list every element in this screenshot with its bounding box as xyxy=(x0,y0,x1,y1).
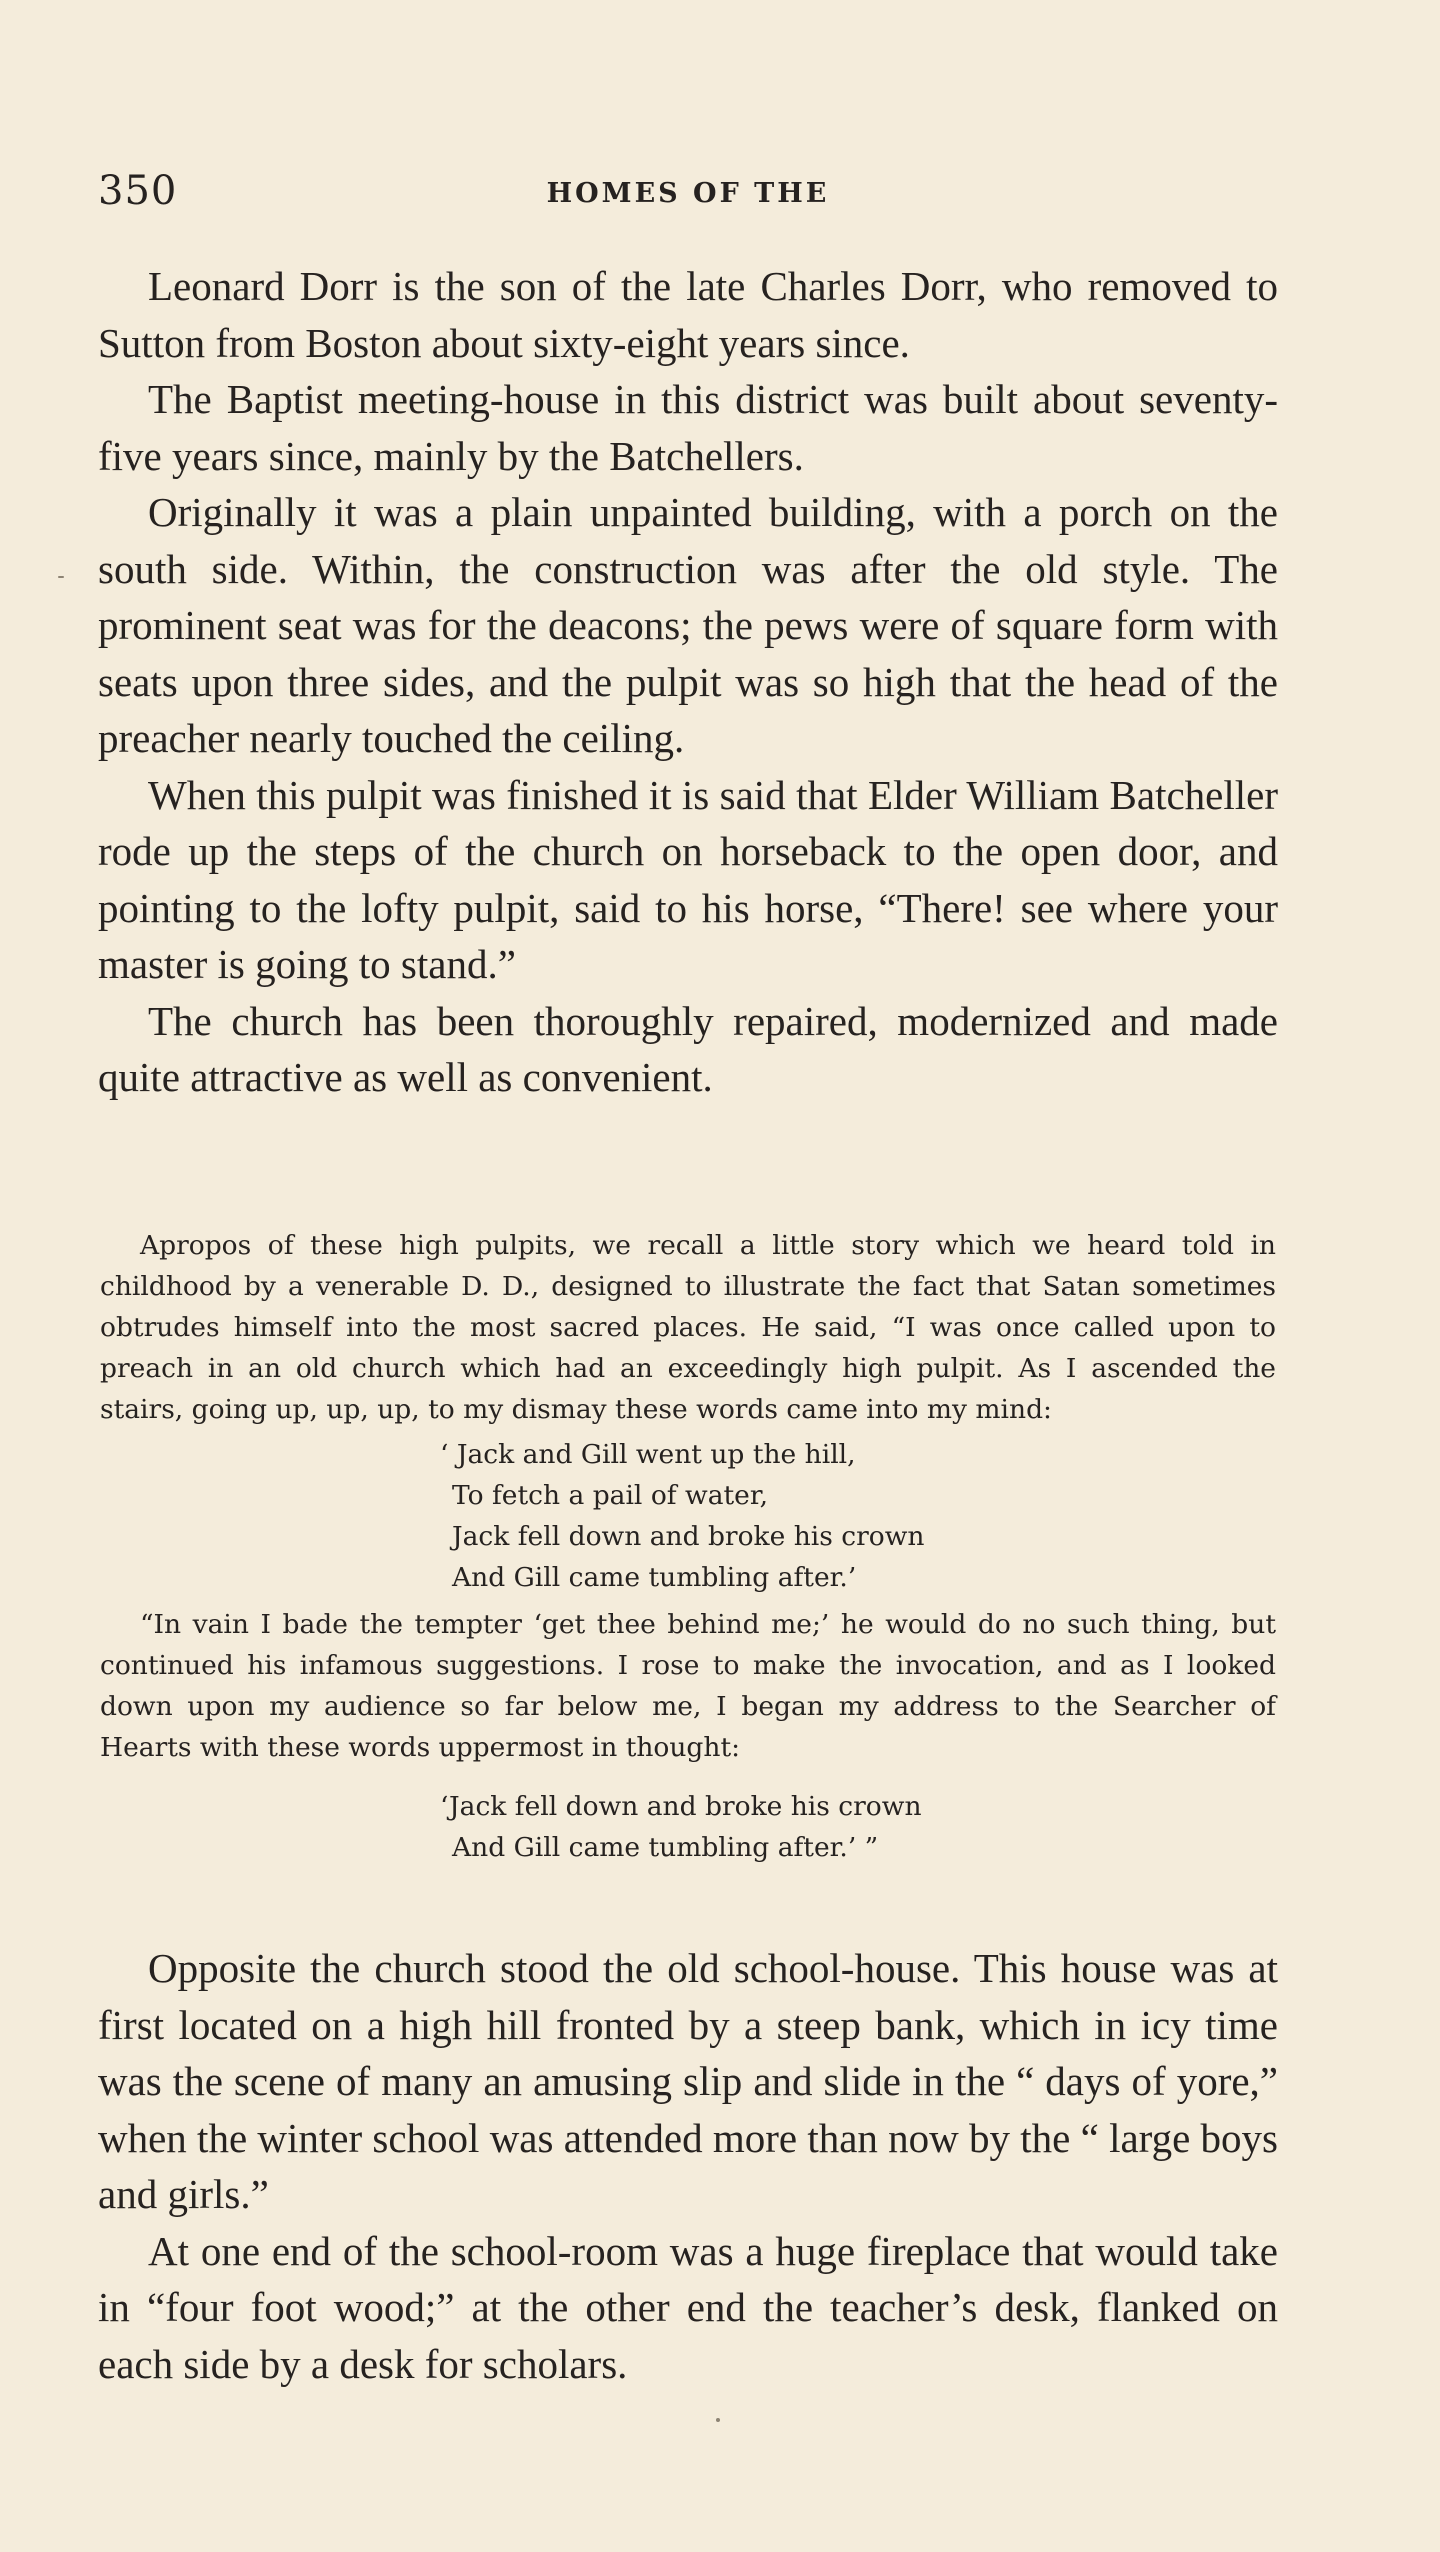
verse-block xyxy=(440,1434,1276,1598)
main-text-top xyxy=(98,258,1278,1106)
note-continuation: “In vain I bade the tempter ‘get thee behind me;’ he would do no such thing, but continued his infamous suggestions. I rose to make the invocation, and as I looked down upon my audience so far below me, I began my address to the Searcher of Hearts with these words uppermost in thought: xyxy=(100,1609,1276,1763)
page-header xyxy=(98,168,1278,218)
verse-line: ‘Jack fell down and broke his crown xyxy=(440,1791,922,1822)
verse-line: And Gill came tumbling after.’ xyxy=(452,1562,857,1593)
paragraph: Leonard Dorr is the son of the late Charles Dorr, who removed to Sutton from Boston about sixty-eight years since. xyxy=(98,263,1278,366)
verse-block xyxy=(440,1786,1276,1868)
page-number: 350 xyxy=(98,168,178,214)
paragraph: Opposite the church stood the old school-house. This house was at first located on a high hill fronted by a steep bank, which in icy time was the scene of many an amusing slip and slide in the “ days of yore,” when the winter school was attended more than now by the “ large boys and girls.” xyxy=(98,1945,1278,2217)
paragraph: The Baptist meeting-house in this district was built about seventy-five years since, mainly by the Batchellers. xyxy=(98,376,1278,479)
paragraph: Originally it was a plain unpainted building, with a porch on the south side. Within, the construction was after the old style. The prominent seat was for the deacons; the pews were of square form with seats upon three sides, and the pulpit was so high that the head of the preacher nearly touched the ceiling. xyxy=(98,489,1278,761)
note-intro: Apropos of these high pulpits, we recall a little story which we heard told in childhood by a venerable D. D., designed to illustrate the fact that Satan sometimes obtrudes himself into the most sacred places. He said, “I was once called upon to preach in an old church which had an exceedingly high pulpit. As I ascended the stairs, going up, up, up, to my dismay these words came into my mind: xyxy=(100,1230,1276,1425)
verse-line: Jack fell down and broke his crown xyxy=(452,1521,925,1552)
paragraph: At one end of the school-room was a huge fireplace that would take in “four foot wood;” at the other end the teacher’s desk, flanked on each side by a desk for scholars. xyxy=(98,2227,1278,2387)
main-text-bottom xyxy=(98,1940,1278,2392)
verse-line: ‘ Jack and Gill went up the hill, xyxy=(440,1439,856,1470)
paragraph: The church has been thoroughly repaired, modernized and made quite attractive as well as convenient. xyxy=(98,997,1278,1100)
verse-line: To fetch a pail of water, xyxy=(452,1480,769,1511)
verse-line: And Gill came tumbling after.’ ” xyxy=(452,1832,879,1863)
paper-speck xyxy=(58,576,64,578)
running-head: HOMES OF THE xyxy=(546,178,830,209)
paper-speck xyxy=(716,2418,720,2422)
anecdote-note xyxy=(100,1225,1276,1868)
paragraph: When this pulpit was finished it is said that Elder William Batcheller rode up the steps of the church on horseback to the open door, and pointing to the lofty pulpit, said to his horse, “There! see where your master is going to stand.” xyxy=(98,771,1278,987)
